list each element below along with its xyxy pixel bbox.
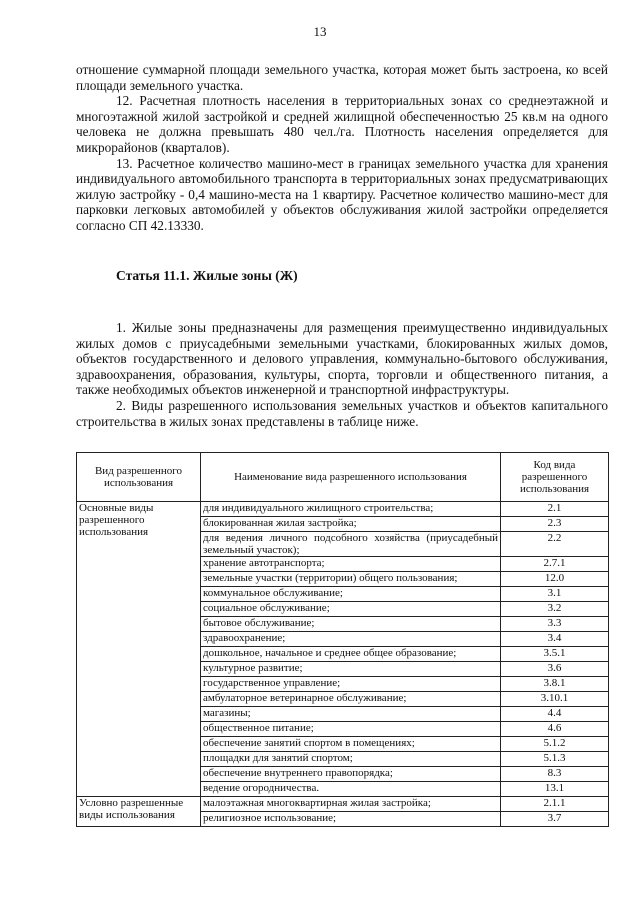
use-name-cell: малоэтажная многоквартирная жилая застройка; [201,797,501,812]
use-code-cell: 2.1.1 [501,797,609,812]
use-name-cell: амбулаторное ветеринарное обслуживание; [201,692,501,707]
use-name-cell: земельные участки (территории) общего пользования; [201,572,501,587]
header-name: Наименование вида разрешенного использования [201,453,501,502]
paragraph-12: 12. Расчетная плотность населения в территориальных зонах со среднеэтажной и многоэтажной жилой застройкой и средней жилищной обеспеченностью 25 кв.м на одного человека не должна превышать 480 чел./га. Плотность населения определяется для микрорайонов (кварталов). [76,93,608,155]
use-code-cell: 3.4 [501,632,609,647]
use-code-cell: 3.6 [501,662,609,677]
use-code-cell: 3.3 [501,617,609,632]
use-name-cell: магазины; [201,707,501,722]
use-code-cell: 4.6 [501,722,609,737]
use-code-cell: 3.2 [501,602,609,617]
use-name-cell: культурное развитие; [201,662,501,677]
use-code-cell: 2.1 [501,502,609,517]
use-code-cell: 4.4 [501,707,609,722]
use-code-cell: 5.1.3 [501,752,609,767]
use-name-cell: для индивидуального жилищного строительства; [201,502,501,517]
use-name-cell: религиозное использование; [201,812,501,827]
use-name-cell: ведение огородничества. [201,782,501,797]
use-code-cell: 13.1 [501,782,609,797]
use-name-cell: площадки для занятий спортом; [201,752,501,767]
use-code-cell: 2.2 [501,532,609,557]
use-name-cell: хранение автотранспорта; [201,557,501,572]
use-code-cell: 5.1.2 [501,737,609,752]
use-name-cell: блокированная жилая застройка; [201,517,501,532]
table-header-row [77,453,609,502]
article-text-block [76,320,608,429]
use-code-cell: 3.10.1 [501,692,609,707]
use-code-cell: 2.7.1 [501,557,609,572]
table-body [77,502,609,827]
use-name-cell: бытовое обслуживание; [201,617,501,632]
use-name-cell: государственное управление; [201,677,501,692]
main-category-cell: Основные виды разрешенного использования [77,502,201,797]
paragraph-continued: отношение суммарной площади земельного участка, которая может быть застроена, ко всей площади земельного участка. [76,62,608,93]
use-name-cell: для ведения личного подсобного хозяйства (приусадебный земельный участок); [201,532,501,557]
permitted-use-table [76,452,609,827]
use-name-cell: дошкольное, начальное и среднее общее образование; [201,647,501,662]
use-code-cell: 12.0 [501,572,609,587]
paragraph-1: 1. Жилые зоны предназначены для размещения преимущественно индивидуальных жилых домов с приусадебными земельными участками, блокированных жилых домов, объектов государственного и делового управления, коммунально-бытового обслуживания, здравоохранения, образования, культуры, спорта, торговли и общественного питания, а также необходимых объектов инженерной и транспортной инфраструктуры. [76,320,608,398]
header-category: Вид разрешенного использования [77,453,201,502]
use-name-cell: социальное обслуживание; [201,602,501,617]
use-code-cell: 2.3 [501,517,609,532]
use-name-cell: обеспечение внутреннего правопорядка; [201,767,501,782]
paragraph-2: 2. Виды разрешенного использования земельных участков и объектов капитального строительства в жилых зонах представлены в таблице ниже. [76,397,608,429]
intro-text-block [76,62,608,234]
use-code-cell: 3.8.1 [501,677,609,692]
page-number: 13 [313,24,327,39]
article-heading: Статья 11.1. Жилые зоны (Ж) [116,268,298,283]
use-code-cell: 8.3 [501,767,609,782]
use-name-cell: коммунальное обслуживание; [201,587,501,602]
header-code: Код вида разрешенного использования [501,453,609,502]
paragraph-13: 13. Расчетное количество машино-мест в границах земельного участка для хранения индивидуального автомобильного транспорта в территориальных зонах предусматривающих жилую застройку - 0,4 машино-места на 1 квартиру. Расчетное количество машино-мест для парковки легковых автомобилей у объектов обслуживания жилой застройки определяется согласно СП 42.13330. [76,155,608,233]
table-row [77,797,609,812]
use-name-cell: здравоохранение; [201,632,501,647]
table-row [77,502,609,517]
use-code-cell: 3.7 [501,812,609,827]
use-name-cell: обеспечение занятий спортом в помещениях; [201,737,501,752]
use-code-cell: 3.1 [501,587,609,602]
use-name-cell: общественное питание; [201,722,501,737]
conditional-category-cell: Условно разрешенные виды использования [77,797,201,827]
use-code-cell: 3.5.1 [501,647,609,662]
